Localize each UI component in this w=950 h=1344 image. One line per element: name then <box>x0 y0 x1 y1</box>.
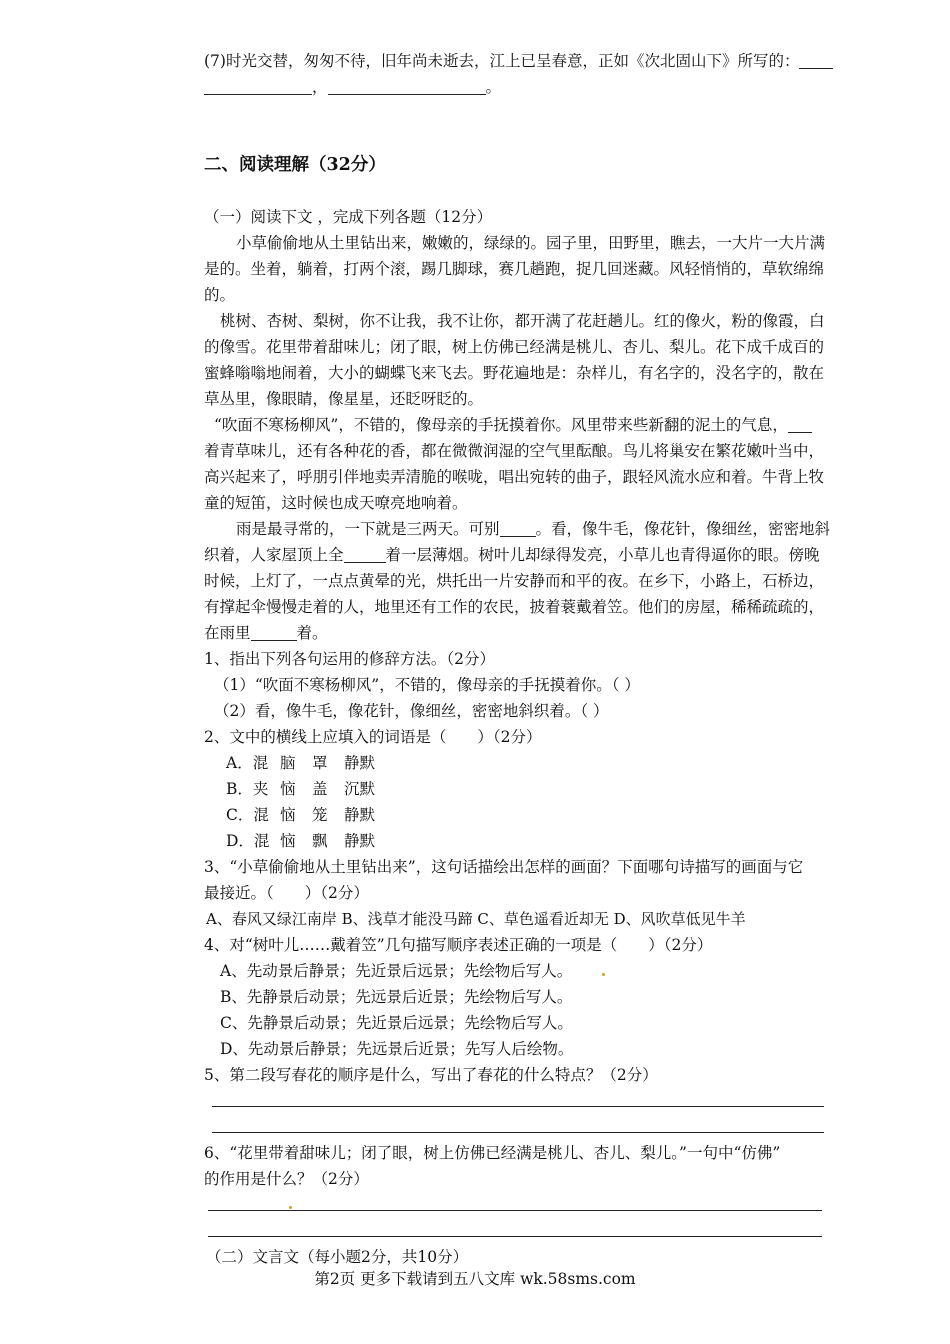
passage-line: “吹面不寒杨柳风”，不错的，像母亲的手抚摸着你。风里带来些新翻的泥土的气息， <box>214 412 812 438</box>
question-1-item-1: （1）“吹面不寒杨柳风”，不错的，像母亲的手抚摸着你。（ ） <box>214 676 640 694</box>
passage-line: 有撑起伞慢慢走着的人，地里还有工作的农民，披着蓑戴着笠。他们的房屋，稀稀疏疏的， <box>204 598 825 616</box>
question-6-cont: 的作用是什么？（2分） <box>204 1170 369 1188</box>
q7-line1: (7)时光交替，匆匆不待，旧年尚未逝去，江上已呈春意，正如《次北固山下》所写的： <box>204 48 833 74</box>
part2-header: （二）文言文（每小题2分，共10分） <box>206 1248 469 1266</box>
passage-line: 高兴起来了，呼朋引伴地卖弄清脆的喉咙，唱出宛转的曲子，跟轻风流水应和着。牛背上牧 <box>204 468 825 486</box>
stray-mark <box>289 1206 292 1209</box>
answer-line[interactable] <box>208 1210 822 1211</box>
answer-line[interactable] <box>212 1132 824 1133</box>
passage-line: 桃树、杏树、梨树，你不让我，我不让你，都开满了花赶趟儿。红的像火，粉的像霞，白 <box>220 312 825 330</box>
passage-line: 时候，上灯了，一点点黄晕的光，烘托出一片安静而和平的夜。在乡下，小路上，石桥边， <box>204 572 825 590</box>
answer-blank[interactable] <box>251 625 297 642</box>
question-3-options[interactable]: A、春风又绿江南岸 B、浅草才能没马蹄 C、草色遥看近却无 D、风吹草低见牛羊 <box>206 910 746 928</box>
question-5: 5、第二段写春花的顺序是什么，写出了春花的什么特点？（2分） <box>204 1066 658 1084</box>
passage-line: 是的。坐着，躺着，打两个滚，踢几脚球，赛几趟跑，捉几回迷藏。风轻悄悄的，草软绵绵 <box>204 260 825 278</box>
question-4-option-d[interactable]: D、先动景后静景；先远景后近景；先写人后绘物。 <box>220 1040 574 1058</box>
stray-mark <box>602 973 605 976</box>
answer-blank[interactable] <box>328 79 486 96</box>
passage-line: 草丛里，像眼睛，像星星，还眨呀眨的。 <box>204 390 484 408</box>
question-4-option-c[interactable]: C、先静景后动景；先近景后远景；先绘物后写人。 <box>220 1014 573 1032</box>
question-2: 2、文中的横线上应填入的词语是（ ）（2分） <box>204 728 542 746</box>
answer-blank[interactable] <box>204 79 312 96</box>
passage-line: 小草偷偷地从土里钻出来，嫩嫩的，绿绿的。园子里，田野里，瞧去，一大片一大片满 <box>236 234 826 252</box>
part1-header: （一）阅读下文 ，完成下列各题（12分） <box>204 208 493 226</box>
question-4-option-a[interactable]: A、先动景后静景；先近景后远景；先绘物后写人。 <box>220 962 573 980</box>
question-1-item-2: （2）看，像牛毛，像花针，像细丝，密密地斜织着。（ ） <box>214 702 609 720</box>
question-3-cont: 最接近。（ ）（2分） <box>204 884 369 902</box>
question-6: 6、“花里带着甜味儿；闭了眼，树上仿佛已经满是桃儿、杏儿、梨儿。”一句中“仿佛” <box>204 1144 781 1162</box>
question-2-option-b[interactable]: B．夹 恼 盖 沉默 <box>226 780 376 798</box>
question-2-option-a[interactable]: A．混 脑 罩 静默 <box>226 754 376 772</box>
answer-blank[interactable] <box>799 53 833 70</box>
answer-line[interactable] <box>208 1236 822 1237</box>
answer-blank[interactable] <box>344 547 386 564</box>
section-title: 二、阅读理解（32分） <box>204 155 386 175</box>
page-footer: 第2页 更多下载请到五八文库 wk.58sms.com <box>314 1270 636 1288</box>
passage-line: 蜜蜂嗡嗡地闹着，大小的蝴蝶飞来飞去。野花遍地是：杂样儿，有名字的，没名字的，散在 <box>204 364 825 382</box>
passage-line: 雨是最寻常的，一下就是三两天。可别 。看，像牛毛，像花针，像细丝，密密地斜 <box>236 520 831 538</box>
passage-line: 的。 <box>204 286 236 304</box>
passage-line: 的像雪。花里带着甜味儿；闭了眼，树上仿佛已经满是桃儿、杏儿、梨儿。花下成千成百的 <box>204 338 825 356</box>
passage-line: 着青草味儿，还有各种花的香，都在微微润湿的空气里酝酿。鸟儿将巢安在繁花嫩叶当中， <box>204 442 825 460</box>
answer-blank[interactable] <box>788 417 812 434</box>
passage-line: 童的短笛，这时候也成天嘹亮地响着。 <box>204 494 468 512</box>
passage-line: 在雨里 着。 <box>204 624 328 642</box>
question-4-option-b[interactable]: B、先静景后动景；先远景后近景；先绘物后写人。 <box>220 988 573 1006</box>
question-4: 4、对“树叶儿……戴着笠”几句描写顺序表述正确的一项是（ ）（2分） <box>204 936 713 954</box>
question-2-option-c[interactable]: C．混 恼 笼 静默 <box>226 806 376 824</box>
passage-line: 织着，人家屋顶上全 着一层薄烟。树叶儿却绿得发亮，小草儿也青得逼你的眼。傍晚 <box>204 546 820 564</box>
answer-blank[interactable] <box>500 521 536 538</box>
question-3: 3、“小草偷偷地从土里钻出来”，这句话描绘出怎样的画面？下面哪句诗描写的画面与它 <box>204 858 804 876</box>
answer-line[interactable] <box>212 1106 824 1107</box>
question-1: 1、指出下列各句运用的修辞方法。（2分） <box>204 650 495 668</box>
question-2-option-d[interactable]: D．混 恼 飘 静默 <box>226 832 376 850</box>
q7-line2: ， 。 <box>204 74 501 100</box>
